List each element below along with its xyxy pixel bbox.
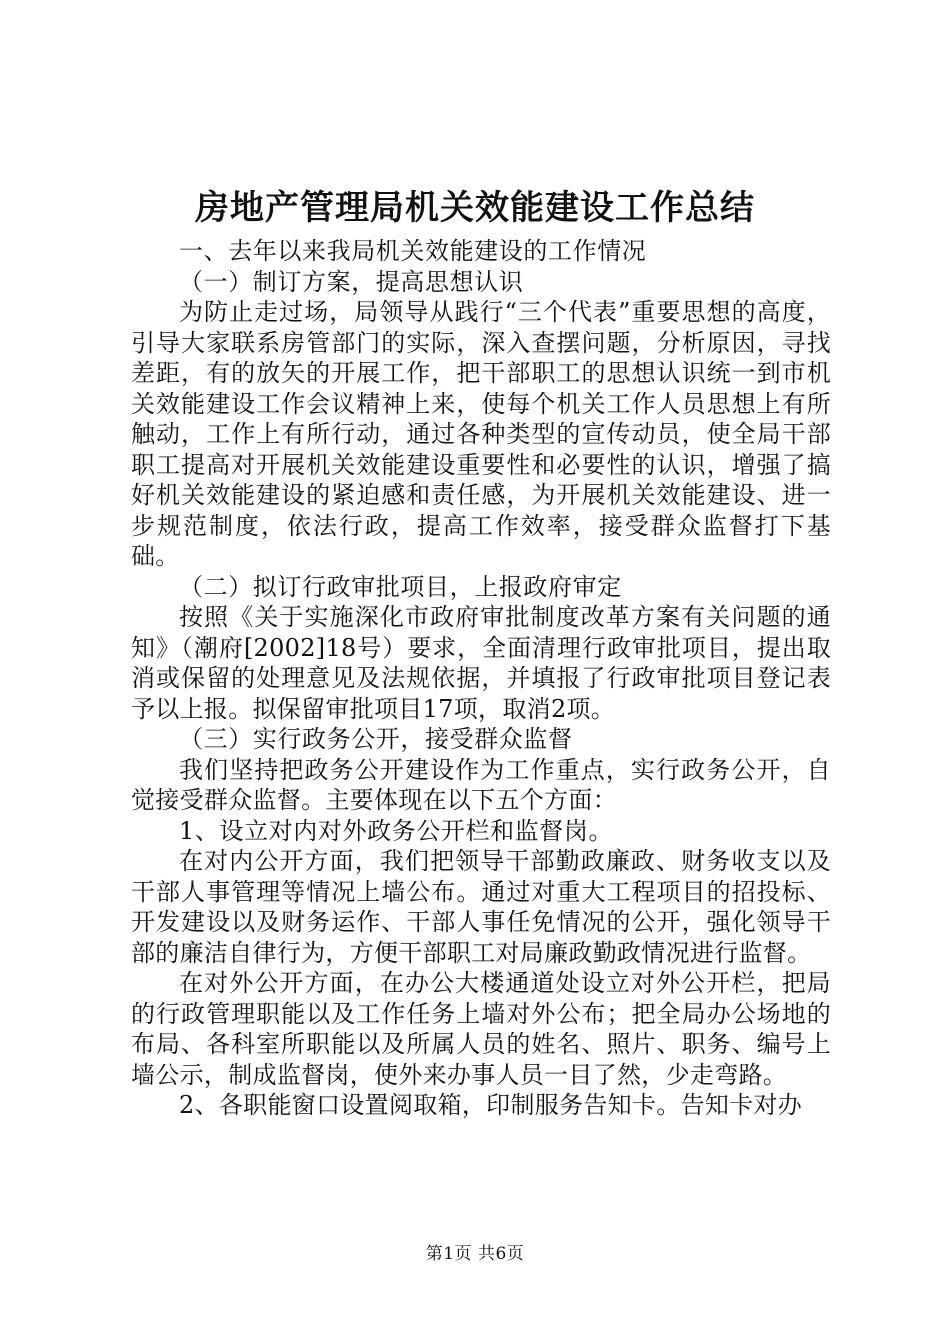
body-paragraph: 在对内公开方面，我们把领导干部勤政廉政、财务收支以及干部人事管理等情况上墙公布。通过对重大工程项目的招投标、开发建设以及财务运作、干部人事任免情况的公开，强化领导干部的廉洁自律行为，方便干部职工对局廉政勤政情况进行监督。 — [131, 847, 831, 967]
body-paragraph: 在对外公开方面，在办公大楼通道处设立对外公开栏，把局的行政管理职能以及工作任务上墙对外公布；把全局办公场地的布局、各科室所职能以及所属人员的姓名、照片、职务、编号上墙公示，制成监督岗，使外来办事人员一目了然，少走弯路。 — [131, 969, 831, 1089]
subsection-heading: （二）拟订行政审批项目，上报政府审定 — [179, 572, 622, 601]
document-title: 房地产管理局机关效能建设工作总结 — [195, 188, 755, 228]
body-paragraph: 我们坚持把政务公开建设作为工作重点，实行政务公开，自觉接受群众监督。主要体现在以下五个方面： — [131, 755, 831, 814]
page-number-footer: 第1页 共6页 — [425, 1244, 525, 1264]
body-paragraph: 为防止走过场，局领导从践行“三个代表”重要思想的高度，引导大家联系房管部门的实际，深入查摆问题，分析原因，寻找差距，有的放矢的开展工作，把干部职工的思想认识统一到市机关效能建设工作会议精神上来，使每个机关工作人员思想上有所触动，工作上有所行动，通过各种类型的宣传动员，使全局干部职工提高对开展机关效能建设重要性和必要性的认识，增强了搞好机关效能建设的紧迫感和责任感，为开展机关效能建设、进一步规范制度，依法行政，提高工作效率，接受群众监督打下基础。 — [131, 298, 831, 570]
body-paragraph: 2、各职能窗口设置阅取箱，印制服务告知卡。告知卡对办 — [179, 1091, 803, 1119]
subsection-heading: （三）实行政务公开，接受群众监督 — [179, 725, 573, 753]
subsection-heading: （一）制订方案，提高思想认识 — [179, 267, 524, 296]
section-heading: 一、去年以来我局机关效能建设的工作情况 — [179, 237, 647, 265]
document-body — [131, 236, 831, 1121]
list-item-heading: 1、设立对内对外政务公开栏和监督岗。 — [179, 816, 614, 845]
body-paragraph: 按照《关于实施深化市政府审批制度改革方案有关问题的通知》（潮府[2002]18号）要求，全面清理行政审批项目，提出取消或保留的处理意见及法规依据，并填报了行政审批项目登记表予以上报。拟保留审批项目17项，取消2项。 — [131, 603, 831, 723]
